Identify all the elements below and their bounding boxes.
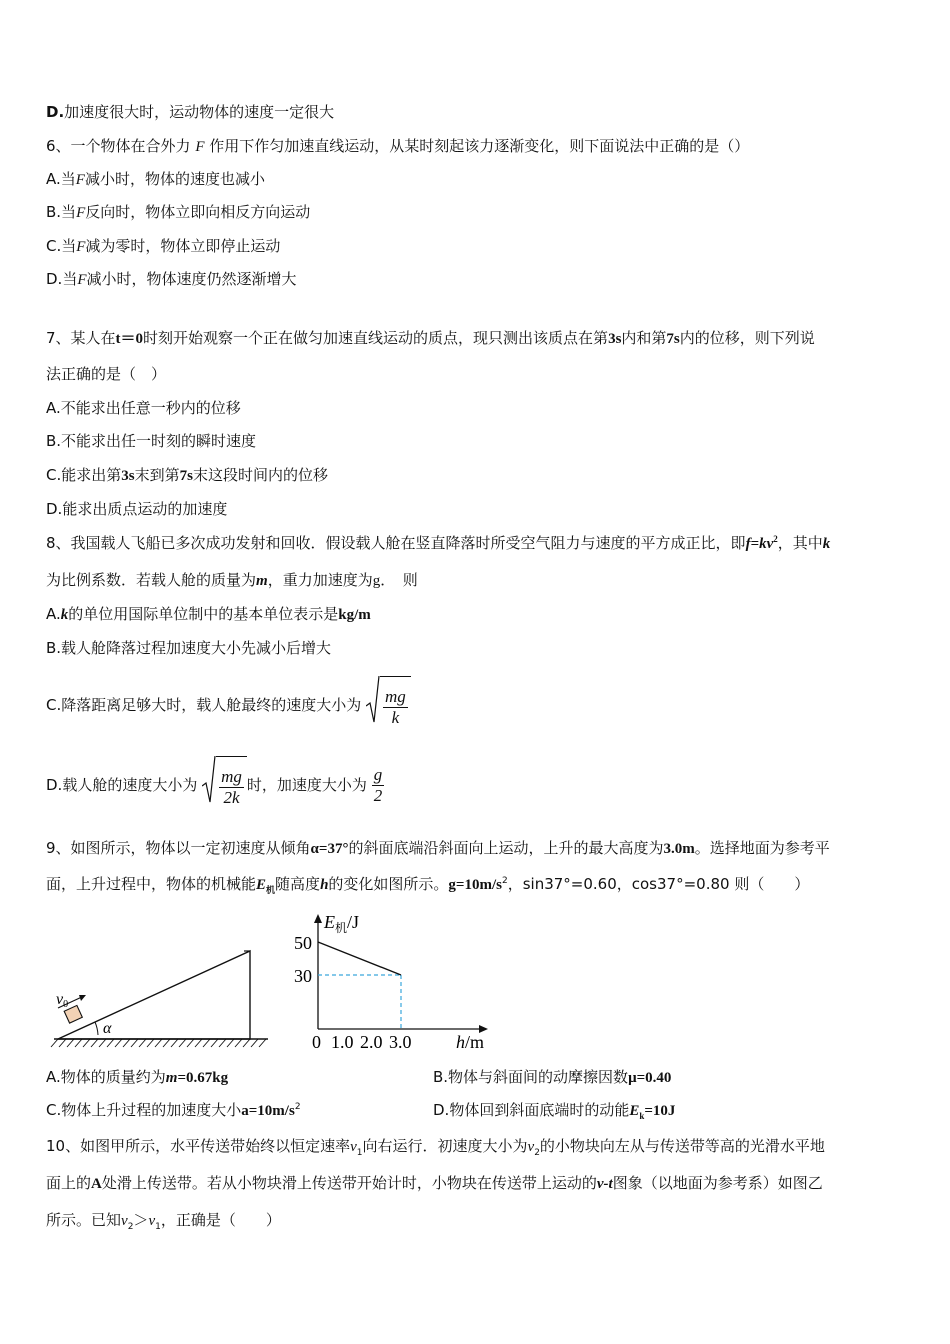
energy-symbol: E — [629, 1103, 640, 1119]
option-text: 末这段时间内的位移 — [192, 466, 328, 484]
hatch-mark — [67, 1039, 74, 1047]
x-tick-2: 2.0 — [360, 1032, 383, 1052]
q10-stem-line3 — [46, 1210, 281, 1231]
q8-option-c — [46, 676, 411, 735]
stem-text: 处滑上传送带。若从小物块滑上传送带开始计时，小物块在传送带上运动的 — [101, 1174, 597, 1192]
option-text: 时，加速度大小为 — [246, 776, 367, 794]
sqrt-expression — [202, 756, 247, 815]
q10-stem-line1 — [46, 1136, 825, 1157]
q7-stem-line1 — [46, 328, 815, 349]
hatch-mark — [123, 1039, 130, 1047]
q8-option-a — [46, 604, 371, 625]
sqrt-expression — [366, 676, 411, 735]
q8-option-d — [46, 756, 384, 815]
v-subscript: 1 — [155, 1222, 161, 1232]
hatch-mark — [59, 1039, 66, 1047]
energy-subscript: k — [639, 1111, 645, 1121]
v-subscript: 2 — [534, 1148, 540, 1158]
hatch-mark — [187, 1039, 194, 1047]
q6-option-d — [46, 269, 297, 290]
q6-option-a — [46, 169, 265, 190]
q9-stem-line1 — [46, 838, 830, 859]
q9-option-a: A.物体的质量约为m=0.67kg — [46, 1068, 229, 1086]
option-text: D.物体回到斜面底端时的动能 — [433, 1101, 630, 1119]
friction-value: μ=0.40 — [628, 1070, 672, 1086]
hatch-mark — [139, 1039, 146, 1047]
stem-text: 。选择地面为参考平 — [694, 839, 830, 857]
fraction — [383, 687, 408, 728]
stem-text: 为比例系数．若载人舱的质量为 — [46, 571, 257, 589]
stem-text: 面，上升过程中，物体的机械能 — [46, 875, 257, 893]
hatch-mark — [131, 1039, 138, 1047]
option-text: B.物体与斜面间的动摩擦因数 — [433, 1068, 629, 1086]
stem-text: 6、一个物体在合外力 — [46, 137, 191, 155]
option-text: A.当 — [46, 170, 76, 188]
stem-text: 10、如图甲所示，水平传送带始终以恒定速率 — [46, 1137, 351, 1155]
stem-text: 的斜面底端沿斜面向上运动，上升的最大高度为 — [348, 839, 664, 857]
hatch-mark — [203, 1039, 210, 1047]
vt-symbol: v-t — [596, 1176, 613, 1192]
stem-text: 内的位移，则下列说 — [679, 329, 815, 347]
option-text: D.当 — [46, 270, 78, 288]
q6-stem — [46, 136, 749, 157]
hatch-mark — [179, 1039, 186, 1047]
hatch-mark — [219, 1039, 226, 1047]
stem-text: ，正确是（ ） — [160, 1211, 281, 1229]
option-letter: D. — [46, 103, 65, 121]
force-symbol: F — [75, 172, 85, 188]
v0-label: v0 — [56, 991, 69, 1010]
stem-text: 向右运行．初速度大小为 — [362, 1137, 528, 1155]
hatch-mark — [227, 1039, 234, 1047]
hatch-mark — [83, 1039, 90, 1047]
x-tick-1: 1.0 — [331, 1032, 354, 1052]
hatch-mark — [115, 1039, 122, 1047]
option-text: C.降落距离足够大时，载人舱最终的速度大小为 — [46, 696, 362, 714]
exponent: 2 — [501, 876, 508, 886]
y-tick-50: 50 — [294, 933, 312, 953]
option-text: 反向时，物体立即向相反方向运动 — [85, 203, 311, 221]
hatch-mark — [251, 1039, 258, 1047]
stem-text: 时刻开始观察一个正在做匀加速直线运动的质点，现只测出该质点在第 — [143, 329, 609, 347]
option-text: 减为零时，物体立即停止运动 — [85, 237, 281, 255]
formula-exponent: 2 — [773, 534, 778, 544]
q7-option-a: A.不能求出任意一秒内的位移 — [46, 399, 241, 417]
time-value: t＝0 — [115, 331, 144, 347]
radical-sign — [366, 676, 380, 724]
g-value: g=10m/s — [448, 877, 502, 893]
fraction-numerator: mg — [385, 687, 406, 706]
fraction-numerator: g — [373, 765, 383, 784]
option-text: A. — [46, 605, 61, 623]
height-symbol: h — [320, 877, 329, 893]
exponent: 2 — [294, 1102, 301, 1112]
hatch-mark — [211, 1039, 218, 1047]
hatch-mark — [75, 1039, 82, 1047]
mass-symbol: m — [256, 573, 268, 589]
hatch-mark — [147, 1039, 154, 1047]
v-subscript: 1 — [356, 1148, 363, 1158]
force-symbol: F — [77, 272, 87, 288]
hatch-mark — [243, 1039, 250, 1047]
stem-text: 的变化如图所示。 — [328, 875, 449, 893]
x-tick-3: 3.0 — [389, 1032, 412, 1052]
x-axis-label: h/m — [456, 1032, 485, 1052]
option-text: C.物体上升过程的加速度大小 — [46, 1101, 242, 1119]
stem-text: 作用下作匀加速直线运动，从某时刻起该力逐渐变化，则下面说法中正确的是（） — [209, 137, 750, 155]
option-text: 加速度很大时，运动物体的速度一定很大 — [64, 103, 335, 121]
force-symbol: F — [76, 239, 86, 255]
fraction-numerator: mg — [221, 767, 242, 786]
stem-text: 则 — [402, 571, 418, 589]
q5-option-d — [46, 102, 334, 122]
y-axis-label: $E_机/J$ — [324, 912, 360, 935]
drag-formula: f=kv — [745, 536, 774, 552]
hatch-mark — [195, 1039, 202, 1047]
stem-text: ，其中 — [777, 534, 823, 552]
time-value: 7s — [666, 331, 680, 347]
x-tick-0: 0 — [312, 1032, 321, 1052]
q8-stem-line2 — [46, 570, 418, 591]
fraction — [219, 767, 244, 808]
q8-option-b: B.载人舱降落过程加速度大小先减小后增大 — [46, 639, 332, 657]
q7-stem-line2: 法正确的是（ ） — [46, 365, 167, 383]
stem-text: 7、某人在 — [46, 329, 116, 347]
stem-text: 面上的 — [46, 1174, 92, 1192]
incline-figure — [46, 938, 276, 1058]
option-text: 减小时，物体的速度也减小 — [84, 170, 265, 188]
stem-text: 随高度 — [275, 875, 321, 893]
v-symbol: v — [350, 1139, 357, 1155]
alpha-label: α — [103, 1020, 112, 1037]
incline-triangle — [58, 951, 250, 1039]
time-value: 7s — [179, 468, 193, 484]
energy-value: =10J — [644, 1103, 676, 1119]
q9-stem-line2 — [46, 874, 809, 895]
v-symbol: v — [148, 1213, 156, 1229]
option-text: D.载人舱的速度大小为 — [46, 776, 198, 794]
time-value: 3s — [608, 331, 622, 347]
option-text: C.当 — [46, 237, 77, 255]
compare-symbol: ＞ — [133, 1211, 149, 1229]
energy-subscript: 机 — [266, 885, 276, 895]
v-symbol: v — [121, 1213, 128, 1229]
fraction — [372, 765, 385, 806]
stem-text: ，重力加速度为 — [267, 571, 373, 589]
option-text: 末到第 — [134, 466, 180, 484]
energy-symbol: E — [256, 877, 267, 893]
angle-value: α=37° — [310, 841, 349, 857]
hatch-mark — [107, 1039, 114, 1047]
energy-line — [318, 942, 401, 975]
hatch-mark — [155, 1039, 162, 1047]
stem-text: 所示。已知 — [46, 1211, 122, 1229]
v-subscript: 2 — [127, 1222, 134, 1232]
hatch-mark — [259, 1039, 266, 1047]
stem-text: 的小物块向左从与传送带等高的光滑水平地 — [539, 1137, 825, 1155]
option-text: C.能求出第 — [46, 466, 122, 484]
v-symbol: v — [527, 1139, 535, 1155]
q9-option-d — [433, 1100, 675, 1121]
q6-option-c — [46, 236, 280, 257]
height-value: 3.0m — [663, 841, 695, 857]
option-text: 的单位用国际单位制中的基本单位表示是 — [68, 605, 339, 623]
k-symbol: k — [60, 607, 69, 623]
stem-text: 8、我国载人飞船已多次成功发射和回收．假设载人舱在竖直降落时所受空气阻力与速度的平方成正比，即 — [46, 534, 746, 552]
option-text: A.物体的质量约为 — [46, 1068, 166, 1086]
force-symbol: F — [76, 205, 86, 221]
q7-option-c — [46, 465, 328, 486]
force-symbol: F — [195, 139, 205, 155]
hatch-mark — [91, 1039, 98, 1047]
q7-option-d: D.能求出质点运动的加速度 — [46, 500, 228, 518]
hatch-mark — [99, 1039, 106, 1047]
accel-value: a=10m/s — [241, 1103, 295, 1119]
hatch-mark — [235, 1039, 242, 1047]
fraction-denominator: 2 — [373, 786, 383, 805]
y-tick-30: 30 — [294, 966, 312, 986]
option-text: 减小时，物体速度仍然逐渐增大 — [86, 270, 297, 288]
q6-option-b — [46, 202, 310, 223]
q8-stem-line1 — [46, 533, 830, 554]
g-symbol: g． — [372, 573, 388, 589]
hatch-mark — [163, 1039, 170, 1047]
fraction-denominator: 2k — [223, 788, 240, 807]
hatch-mark — [171, 1039, 178, 1047]
fraction-denominator: k — [391, 708, 400, 727]
stem-text: 内和第 — [621, 329, 667, 347]
stem-text: 9、如图所示，物体以一定初速度从倾角 — [46, 839, 311, 857]
stem-text: 图象（以地面为参考系）如图乙 — [612, 1174, 823, 1192]
q7-option-b: B.不能求出任一时刻的瞬时速度 — [46, 432, 257, 450]
stem-text: ，sin37°=0.60，cos37°=0.80 则（ ） — [507, 875, 810, 893]
unit-value: kg/m — [338, 607, 371, 623]
q9-option-b — [433, 1067, 671, 1088]
point-a: A — [91, 1176, 102, 1192]
y-axis-arrow — [314, 914, 322, 923]
q9-option-c — [46, 1100, 301, 1121]
radical-sign — [202, 756, 216, 804]
time-value: 3s — [121, 468, 135, 484]
q10-stem-line2 — [46, 1173, 823, 1194]
option-text: B.当 — [46, 203, 77, 221]
energy-height-graph — [286, 906, 508, 1052]
hatch-mark — [51, 1039, 58, 1047]
k-symbol: k — [822, 536, 831, 552]
